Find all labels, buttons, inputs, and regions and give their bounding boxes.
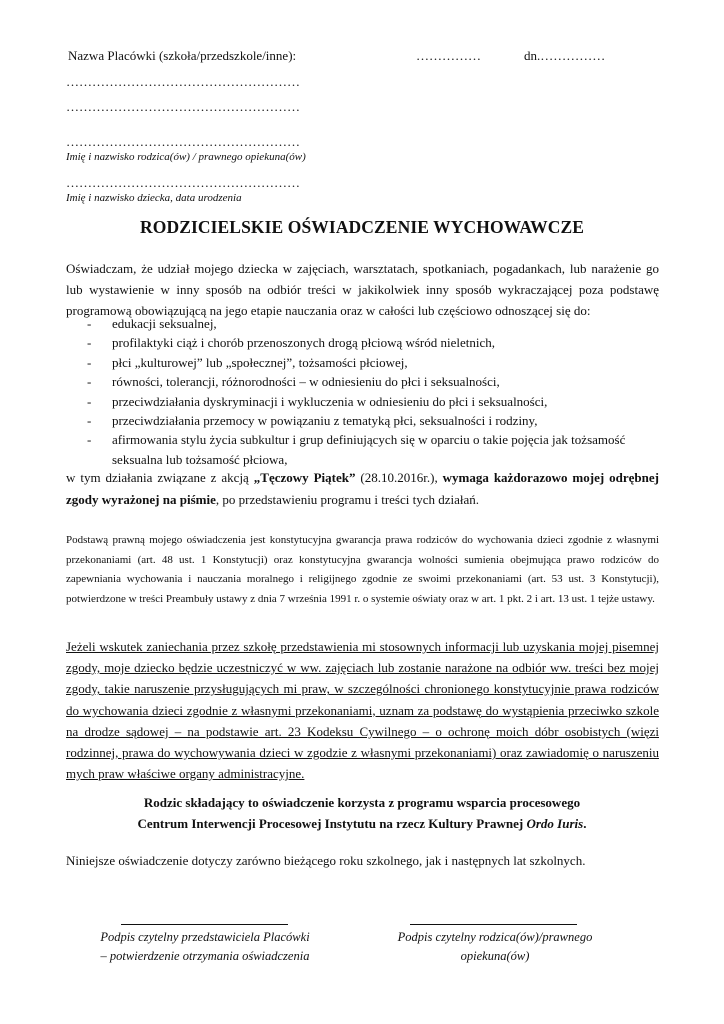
date-field[interactable]: dn.…………… bbox=[524, 48, 606, 63]
list-dash: - bbox=[87, 335, 92, 351]
parent-name-line-3[interactable]: ……………………………………………… bbox=[66, 134, 300, 149]
closing-text-2: (28.10.2016r.), bbox=[355, 470, 443, 485]
list-dash: - bbox=[87, 413, 92, 429]
scope-statement: Niniejsze oświadczenie dotyczy zarówno bieżącego roku szkolnego, jak i następnych lat szkolnych. bbox=[66, 853, 586, 868]
topics-list bbox=[66, 314, 659, 469]
parent-name-line-1[interactable]: ……………………………………………… bbox=[66, 74, 300, 89]
list-dash: - bbox=[87, 432, 92, 448]
legal-basis-paragraph: Podstawą prawną mojego oświadczenia jest konstytucyjna gwarancja prawa rodziców do wychowania dzieci zgodnie z własnymi przekonaniami (art. 48 ust. 1 Konstytucji) oraz konstytucyjna gwarancja wolności sumienia obejmująca prawo rodziców do zapewniania wychowania i nauczania moralnego i religijnego zgodnie ze swoimi przekonaniami (art. 53 ust. 3 Konstytucji), potwierdzone w treści Preambuły ustawy z dnia 7 września 1991 r. o systemie oświaty oraz w art. 1 pkt. 2 i art. 13 ust. 1 tejże ustawy. bbox=[66, 534, 659, 605]
list-item bbox=[66, 353, 659, 372]
action-name: „Tęczowy Piątek” bbox=[253, 470, 356, 485]
closing-text-3: , po przedstawieniu programu i treści tych działań. bbox=[215, 492, 480, 507]
intro-paragraph: Oświadczam, że udział mojego dziecka w zajęciach, warsztatach, spotkaniach, pogadankach, lub narażenie go lub wystawienie w inny sposób na odbiór treści w jakikolwiek inny sposób wykraczającej poza podstawę programową obowiązującą na jego etapie nauczania oraz w całości lub częściowo odnoszącej się do: bbox=[66, 261, 659, 318]
list-item-text: przeciwdziałania dyskryminacji i wykluczenia w odniesieniu do płci i seksualności, bbox=[112, 393, 548, 409]
closing-paragraph bbox=[66, 467, 659, 511]
list-item bbox=[66, 411, 659, 430]
parent-signature-caption bbox=[372, 928, 618, 966]
parent-signature-caption-line-2: opiekuna(ów) bbox=[460, 949, 530, 963]
support-org-name: Ordo Iuris bbox=[526, 816, 584, 831]
list-dash: - bbox=[87, 374, 92, 390]
list-item bbox=[66, 372, 659, 391]
parent-signature-caption-line-1: Podpis czytelny rodzica(ów)/prawnego bbox=[397, 930, 593, 944]
institution-signature-caption bbox=[74, 928, 336, 966]
place-field[interactable]: …………… bbox=[416, 48, 481, 63]
list-dash: - bbox=[87, 316, 92, 331]
list-dash: - bbox=[87, 393, 92, 409]
list-dash: - bbox=[87, 354, 92, 370]
support-org-prefix: Centrum Interwencji Procesowej Instytutu na rzecz Kultury Prawnej bbox=[137, 816, 527, 831]
consent-demand: wymaga każdorazowo mojej odrębnej zgody wyrażonej na piśmie bbox=[66, 470, 659, 507]
child-name-caption: Imię i nazwisko dziecka, data urodzenia bbox=[66, 192, 242, 204]
list-item bbox=[66, 430, 659, 469]
list-item bbox=[66, 333, 659, 352]
list-item bbox=[66, 314, 659, 333]
list-item-text: przeciwdziałania przemocy w powiązaniu z tematyką płci, seksualności i rodziny, bbox=[112, 413, 538, 429]
list-item-text: afirmowania stylu życia subkultur i grup definiujących się w oparciu o takie pojęcia jak tożsamość seksualna lub tożsamość płciowa, bbox=[112, 432, 626, 467]
support-notice-line-1: Rodzic składający to oświadczenie korzysta z programu wsparcia procesowego bbox=[143, 795, 581, 810]
legal-warning-paragraph: Jeżeli wskutek zaniechania przez szkołę przedstawienia mi stosownych informacji lub uzyskania mojej pisemnej zgody, moje dziecko będzie uczestniczyć w ww. zajęciach lub zostanie narażone na odbiór ww. treści bez mojej zgody, takie naruszenie przysługujących mi praw, w szczególności chronionego konstytucyjnie prawa rodziców do wychowania dzieci zgodnie z własnymi przekonaniami, uznam za podstawę do wystąpienia przeciwko szkole na drodze sądowej – na podstawie art. 23 Kodeksu Cywilnego – o ochronę moich dóbr osobistych (więzi rodzinnej, prawa do wychowywania dzieci w zgodzie z własnymi przekonaniami) oraz zawiadomię o naruszeniu mych praw właściwe organy administracyjne. bbox=[66, 639, 659, 782]
parent-name-line-2[interactable]: ……………………………………………… bbox=[66, 99, 300, 114]
list-item-text: edukacji seksualnej, bbox=[112, 316, 217, 331]
list-item-text: profilaktyki ciąż i chorób przenoszonych drogą płciową wśród nieletnich, bbox=[112, 335, 496, 351]
parent-signature-line[interactable] bbox=[410, 924, 577, 925]
institution-name-label: Nazwa Placówki (szkoła/przedszkole/inne): bbox=[68, 48, 297, 63]
page-title: RODZICIELSKIE OŚWIADCZENIE WYCHOWAWCZE bbox=[140, 217, 584, 237]
support-notice-line-2 bbox=[0, 816, 724, 832]
list-item-text: płci „kulturowej” lub „społecznej”, tożsamości płciowej, bbox=[112, 354, 408, 370]
support-org-suffix: . bbox=[583, 816, 587, 831]
institution-signature-caption-line-2: – potwierdzenie otrzymania oświadczenia bbox=[100, 949, 310, 963]
institution-signature-caption-line-1: Podpis czytelny przedstawiciela Placówki bbox=[100, 930, 310, 944]
closing-text-1: w tym działania związane z akcją bbox=[66, 470, 254, 485]
child-name-line[interactable]: ……………………………………………… bbox=[66, 175, 300, 190]
parent-name-caption: Imię i nazwisko rodzica(ów) / prawnego opiekuna(ów) bbox=[66, 151, 306, 163]
list-item-text: równości, tolerancji, różnorodności – w odniesieniu do płci i seksualności, bbox=[112, 374, 500, 390]
list-item bbox=[66, 392, 659, 411]
institution-signature-line[interactable] bbox=[121, 924, 288, 925]
